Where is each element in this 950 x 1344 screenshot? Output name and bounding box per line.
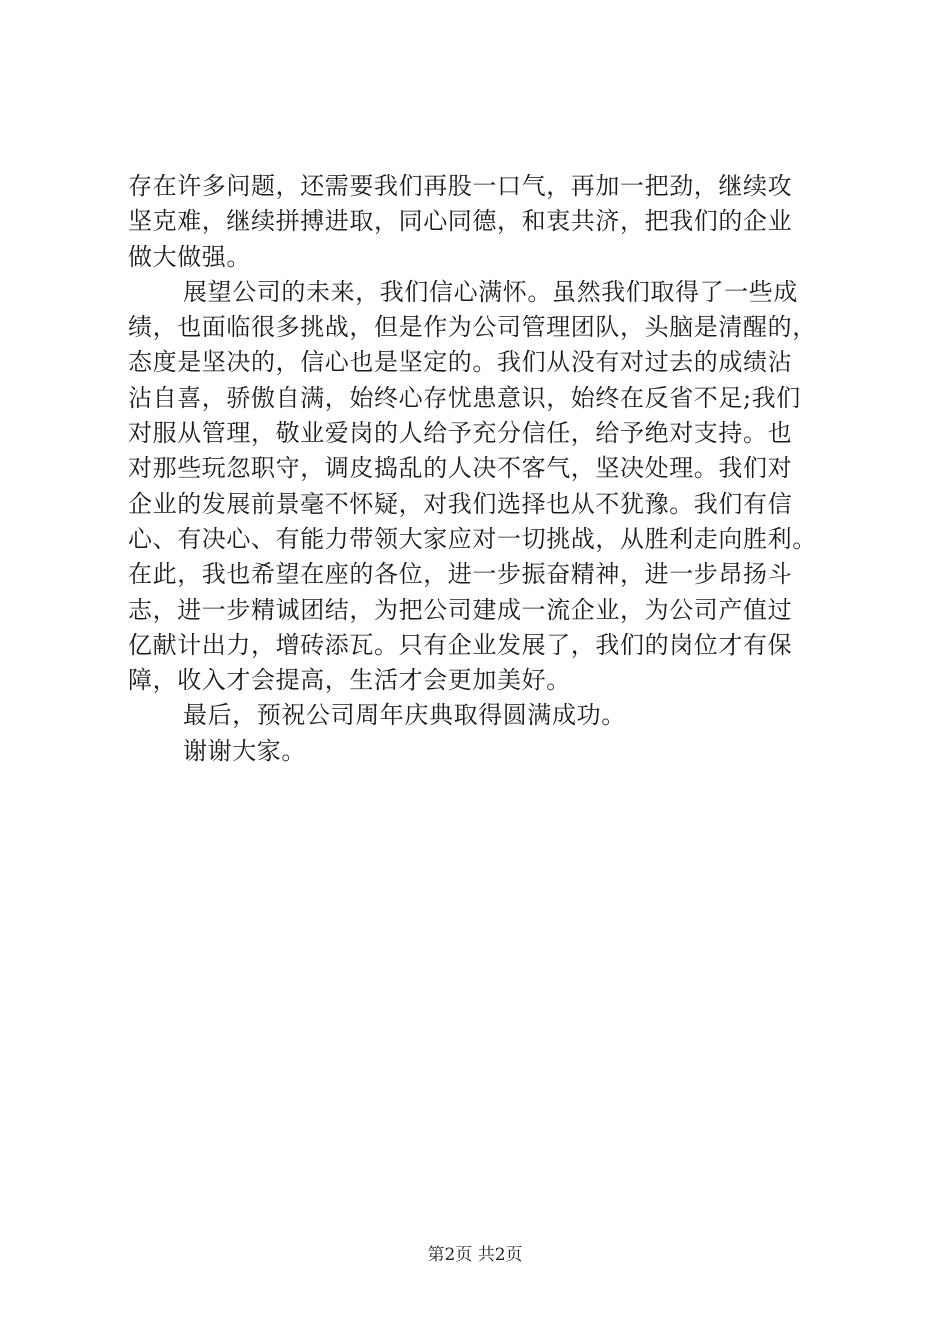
text-line: 亿献计出力，增砖添瓦。只有企业发展了，我们的岗位才有保 — [128, 630, 793, 659]
text-line: 沾自喜，骄傲自满，始终心存忧患意识，始终在反省不足;我们 — [128, 383, 801, 412]
paragraph-start-line: 最后，预祝公司周年庆典取得圆满成功。 — [183, 701, 626, 730]
text-line: 做大做强。 — [128, 242, 251, 271]
text-line: 志，进一步精诚团结，为把公司建成一流企业，为公司产值过 — [128, 595, 793, 624]
text-line: 坚克难，继续拼搏进取，同心同德，和衷共济，把我们的企业 — [128, 207, 793, 236]
text-line: 心、有决心、有能力带领大家应对一切挑战，从胜利走向胜利。 — [128, 524, 817, 553]
paragraph-start-line: 展望公司的未来，我们信心满怀。虽然我们取得了一些成 — [183, 277, 798, 306]
page-footer: 第2页 共2页 — [427, 1245, 523, 1265]
document-body — [128, 169, 840, 769]
text-line: 障，收入才会提高，生活才会更加美好。 — [128, 666, 571, 695]
text-line: 绩，也面临很多挑战，但是作为公司管理团队，头脑是清醒的， — [128, 313, 817, 342]
text-line: 企业的发展前景毫不怀疑，对我们选择也从不犹豫。我们有信 — [128, 489, 793, 518]
text-line: 对服从管理，敬业爱岗的人给予充分信任，给予绝对支持。也 — [128, 419, 793, 448]
text-line: 对那些玩忽职守，调皮捣乱的人决不客气，坚决处理。我们对 — [128, 454, 793, 483]
text-line: 态度是坚决的，信心也是坚定的。我们从没有对过去的成绩沾 — [128, 348, 793, 377]
paragraph-start-line: 谢谢大家。 — [183, 736, 306, 765]
text-line: 存在许多问题，还需要我们再股一口气，再加一把劲，继续攻 — [128, 172, 793, 200]
text-line: 在此，我也希望在座的各位，进一步振奋精神，进一步昂扬斗 — [128, 560, 793, 589]
